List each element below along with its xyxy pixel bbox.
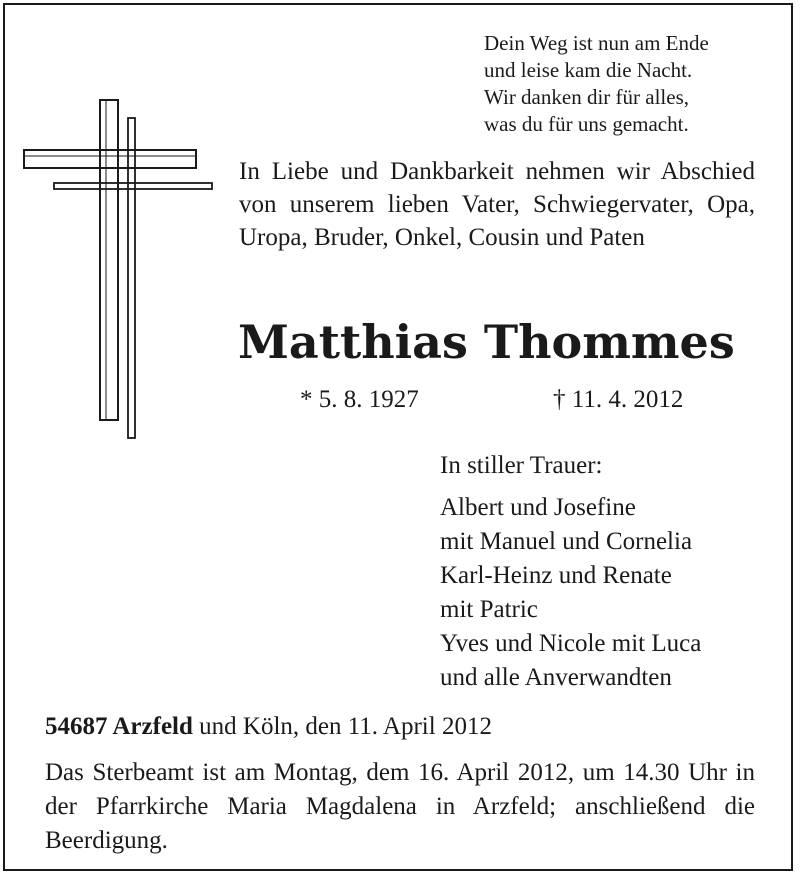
mourner-line: Albert und Josefine (440, 494, 636, 521)
place-date-rest: und Köln, den 11. April 2012 (192, 713, 492, 740)
place-date-line (45, 710, 492, 744)
mourner-line: mit Patric (440, 596, 538, 623)
poem-line: was du für uns gemacht. (484, 112, 689, 136)
poem-line: Dein Weg ist nun am Ende (484, 31, 709, 55)
town-name: 54687 Arzfeld (45, 713, 193, 740)
mourner-line: mit Manuel und Cornelia (440, 528, 693, 555)
intro-text: In Liebe und Dankbarkeit nehmen wir Abschied von unserem lieben Vater, Schwiegervater, Opa, Uropa, Bruder, Onkel, Cousin und Paten (239, 158, 755, 251)
poem-line: und leise kam die Nacht. (484, 58, 693, 82)
deceased-name: Matthias Thommes (238, 315, 735, 369)
mourners-list (440, 491, 780, 695)
funeral-info: Das Sterbeamt ist am Montag, dem 16. April 2012, um 14.30 Uhr in der Pfarrkirche Maria Magdalena in Arzfeld; anschließend die Beerdigung. (45, 759, 755, 854)
mourner-line: Yves und Nicole mit Luca (440, 630, 702, 657)
poem-line: Wir danken dir für alles, (484, 85, 689, 109)
poem (484, 30, 764, 138)
birth-date: * 5. 8. 1927 (300, 386, 419, 413)
mourning-heading: In stiller Trauer: (440, 452, 603, 479)
death-date: † 11. 4. 2012 (553, 386, 684, 413)
mourner-line: und alle Anverwandten (440, 664, 672, 691)
mourner-line: Karl-Heinz und Renate (440, 562, 672, 589)
cross-icon (20, 96, 220, 446)
